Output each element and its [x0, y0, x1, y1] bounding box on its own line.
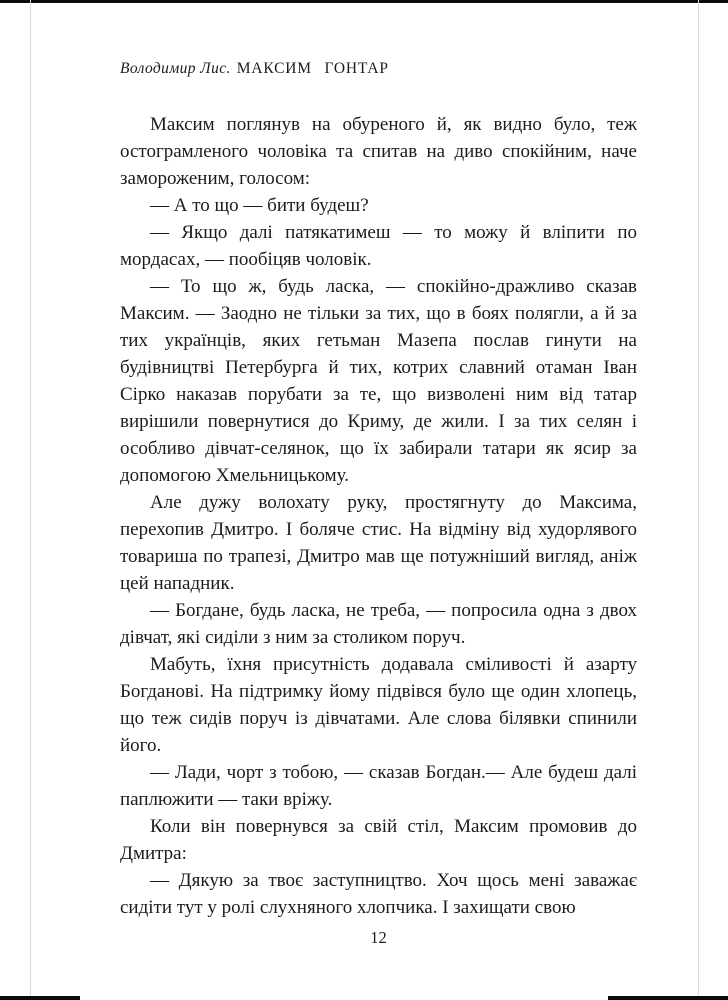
paragraph-1: Максим поглянув на обуреного й, як видно було, теж остограмленого чоловіка та спитав на диво спокійним, наче замороженим, голосом: — [120, 114, 637, 189]
page-number: 12 — [370, 928, 387, 947]
scan-artifact-bottom-left — [0, 996, 80, 1000]
author-name: Володимир Лис. — [120, 60, 231, 77]
scan-artifact-bottom-right — [608, 996, 728, 1000]
running-header — [120, 60, 637, 78]
paragraph-3: — Якщо далі патякатимеш — то можу й вліпити по мордасах, — пообіцяв чоловік. — [120, 222, 637, 270]
scan-artifact-left-edge — [30, 0, 31, 1000]
paragraph-4: — То що ж, будь ласка, — спокійно-дражливо сказав Максим. — Заодно не тільки за тих, що в боях полягли, а й за тих українців, яких гетьман Мазепа послав гинути на будівництві Петербурга й тих, котрих славний отаман Іван Сірко наказав порубати за те, що визволені ним від татар вирішили повернутися до Криму, де жили. І за тих селян і особливо дівчат-селянок, що їх забирали татари як ясир за допомогою Хмельницькому. — [120, 276, 637, 486]
page-text — [120, 111, 637, 921]
paragraph-5: Але дужу волохату руку, простягнуту до Максима, перехопив Дмитро. І боляче стис. На відміну від худорлявого товариша по трапезі, Дмитро мав ще потужніший вигляд, аніж цей нападник. — [120, 492, 637, 594]
scan-artifact-top — [0, 0, 728, 3]
paragraph-6: — Богдане, будь ласка, не треба, — попросила одна з двох дівчат, які сиділи з ним за столиком поруч. — [120, 600, 637, 648]
paragraph-8: — Лади, чорт з тобою, — сказав Богдан.— Але будеш далі паплюжити — таки вріжу. — [120, 762, 637, 810]
paragraph-7: Мабуть, їхня присутність додавала сміливості й азарту Богданові. На підтримку йому підвівся було ще один хлопець, що теж сидів поруч із дівчатами. Але слова білявки спинили його. — [120, 654, 637, 756]
text-column — [120, 60, 637, 921]
paragraph-9: Коли він повернувся за свій стіл, Максим промовив до Дмитра: — [120, 816, 637, 864]
paragraph-2: — А то що — бити будеш? — [150, 195, 369, 216]
paragraph-10: — Дякую за твоє заступництво. Хоч щось мені заважає сидіти тут у ролі слухняного хлопчика. І захищати свою — [120, 870, 637, 918]
book-title: МАКСИМ ГОНТАР — [236, 60, 389, 77]
scan-artifact-right-edge — [698, 0, 699, 1000]
